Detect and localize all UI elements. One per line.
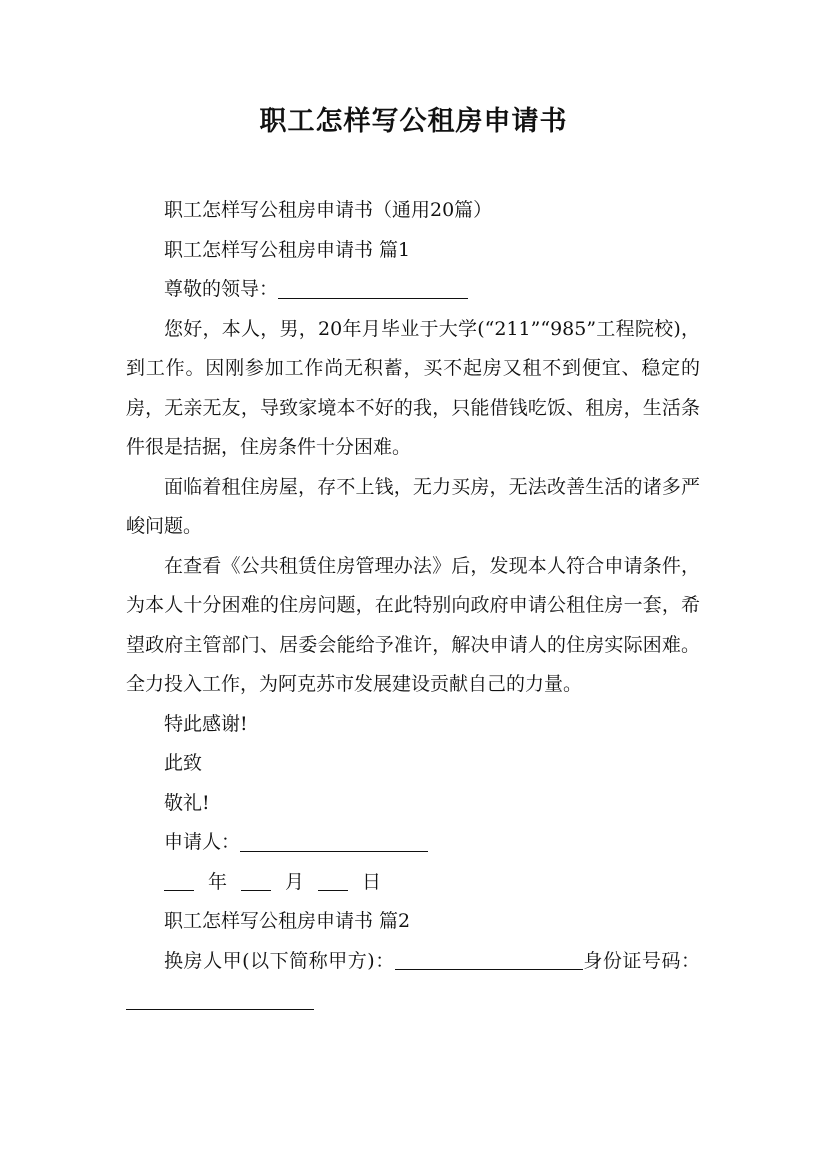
salutation-blank bbox=[278, 278, 468, 299]
id-blank bbox=[126, 989, 314, 1010]
closing-line-2: 敬礼! bbox=[164, 791, 210, 814]
party-a-label: 换房人甲(以下简称甲方)： bbox=[164, 949, 395, 972]
day-label: 日 bbox=[362, 870, 382, 893]
month-label: 月 bbox=[285, 870, 305, 893]
party-a-blank bbox=[395, 949, 583, 970]
applicant-blank bbox=[240, 831, 428, 852]
applicant-label: 申请人： bbox=[164, 831, 241, 853]
closing-line-1: 此致 bbox=[164, 752, 203, 774]
paragraph-1: 您好，本人，男，20年月毕业于大学(“211”“985”工程院校)，到工作。因刚参加工作尚无积蓄，买不起房又租不到便宜、稳定的房，无亲无友，导致家境本不好的我，只能借钱吃饭、租房，生活条件很是拮据，住房条件十分困难。 bbox=[126, 317, 700, 458]
applicant-line bbox=[126, 823, 700, 863]
intro-line: 职工怎样写公租房申请书（通用20篇） bbox=[164, 199, 493, 221]
document-body bbox=[126, 191, 700, 1021]
date-line bbox=[126, 863, 700, 903]
id-label: 身份证号码： bbox=[582, 949, 700, 972]
section2-heading: 职工怎样写公租房申请书 篇2 bbox=[164, 910, 411, 932]
year-blank bbox=[164, 870, 194, 891]
thanks-line: 特此感谢! bbox=[164, 712, 248, 735]
month-blank bbox=[241, 870, 271, 891]
paragraph-2: 面临着租住房屋，存不上钱，无力买房，无法改善生活的诸多严峻问题。 bbox=[126, 475, 700, 537]
salutation-line bbox=[126, 270, 700, 310]
paragraph-3: 在查看《公共租赁住房管理办法》后，发现本人符合申请条件，为本人十分困难的住房问题，在此特别向政府申请公租住房一套，希望政府主管部门、居委会能给予准许，解决申请人的住房实际困难。全力投入工作，为阿克苏市发展建设贡献自己的力量。 bbox=[126, 554, 700, 695]
year-label: 年 bbox=[208, 870, 228, 893]
salutation: 尊敬的领导： bbox=[164, 278, 279, 300]
document-title: 职工怎样写公租房申请书 bbox=[259, 106, 568, 137]
party-a-line bbox=[126, 942, 700, 1021]
section1-heading: 职工怎样写公租房申请书 篇1 bbox=[164, 238, 411, 261]
day-blank bbox=[318, 870, 348, 891]
